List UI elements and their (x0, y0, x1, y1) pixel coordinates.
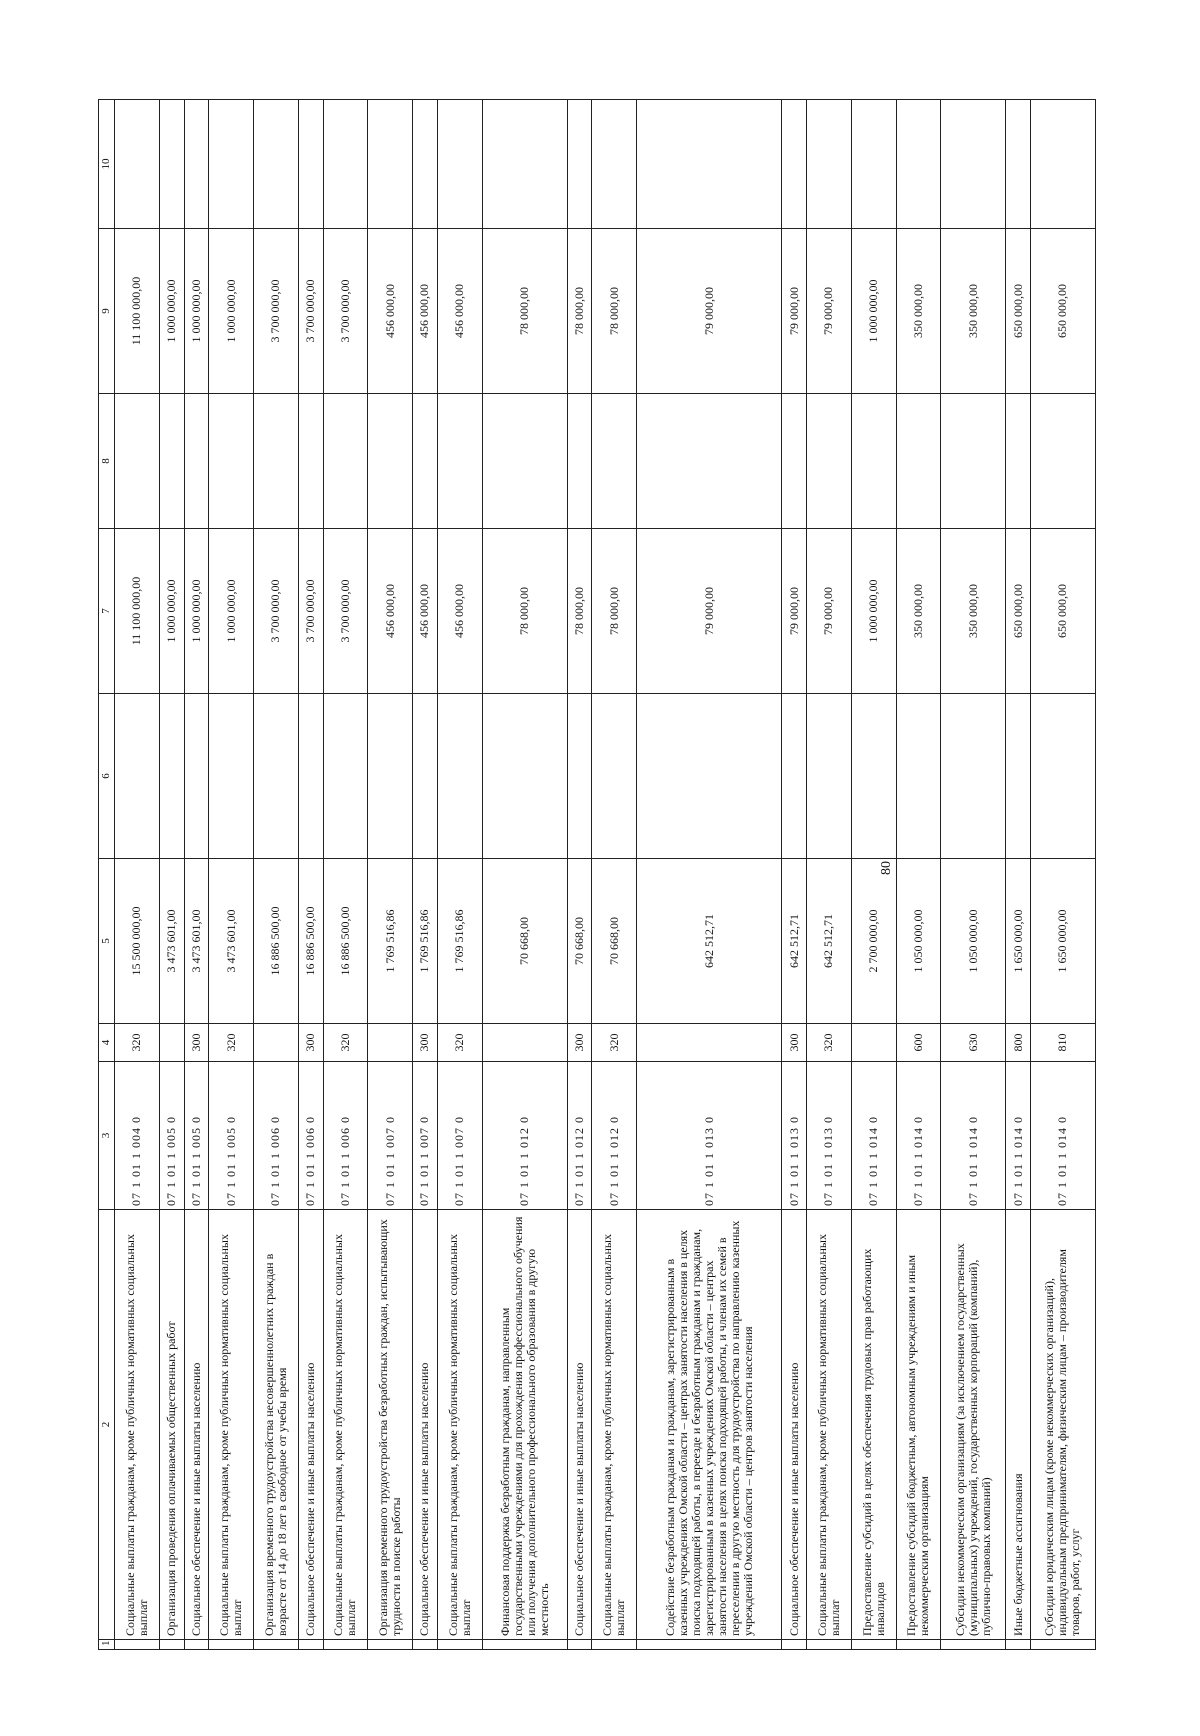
cell-col5: 642 512,71 (637, 859, 782, 1024)
cell-col8 (298, 394, 323, 529)
cell-col8 (413, 394, 438, 529)
cell-col7: 78 000,00 (482, 529, 567, 694)
cell-col10 (298, 100, 323, 229)
cell-name: Социальные выплаты гражданам, кроме публичных нормативных социальных выплат (115, 1210, 160, 1640)
cell-code: 07 1 01 1 013 0 (782, 1062, 807, 1210)
cell-col6 (368, 694, 413, 859)
col-header-2: 2 (99, 1210, 115, 1640)
cell-name: Социальные выплаты гражданам, кроме публичных нормативных социальных выплат (806, 1210, 851, 1640)
cell-col9: 650 000,00 (1006, 229, 1031, 394)
cell-name: Предоставление субсидий бюджетным, автономным учреждениям и иным некоммерческим организациям (896, 1210, 941, 1640)
cell-col5: 1 769 516,86 (368, 859, 413, 1024)
budget-table-sheet (98, 100, 1096, 1650)
cell-col1 (323, 1640, 368, 1650)
cell-col7: 78 000,00 (567, 529, 592, 694)
cell-col7: 79 000,00 (806, 529, 851, 694)
cell-name: Организация проведения оплачиваемых общественных работ (159, 1210, 184, 1640)
cell-col8 (184, 394, 209, 529)
cell-col8 (592, 394, 637, 529)
cell-col10 (209, 100, 254, 229)
cell-expense-type: 320 (323, 1024, 368, 1062)
cell-col9: 79 000,00 (806, 229, 851, 394)
cell-col5: 15 500 000,00 (115, 859, 160, 1024)
cell-name: Социальное обеспечение и иные выплаты населению (567, 1210, 592, 1640)
cell-col7: 1 000 000,00 (851, 529, 896, 694)
cell-col6 (941, 694, 1006, 859)
cell-col7: 79 000,00 (782, 529, 807, 694)
cell-code: 07 1 01 1 007 0 (368, 1062, 413, 1210)
cell-col8 (482, 394, 567, 529)
cell-col6 (209, 694, 254, 859)
cell-col9: 650 000,00 (1030, 229, 1095, 394)
cell-col9: 350 000,00 (896, 229, 941, 394)
cell-col1 (1030, 1640, 1095, 1650)
cell-col1 (368, 1640, 413, 1650)
cell-code: 07 1 01 1 007 0 (437, 1062, 482, 1210)
cell-expense-type: 300 (567, 1024, 592, 1062)
cell-col10 (368, 100, 413, 229)
cell-col6 (592, 694, 637, 859)
table-row (254, 100, 299, 1650)
cell-name: Социальное обеспечение и иные выплаты населению (782, 1210, 807, 1640)
page-number: 80 (879, 861, 894, 875)
cell-col1 (184, 1640, 209, 1650)
cell-col5: 1 769 516,86 (413, 859, 438, 1024)
cell-code: 07 1 01 1 012 0 (482, 1062, 567, 1210)
cell-col8 (851, 394, 896, 529)
col-header-6: 6 (99, 694, 115, 859)
cell-col5: 70 668,00 (592, 859, 637, 1024)
cell-expense-type (254, 1024, 299, 1062)
cell-col10 (254, 100, 299, 229)
cell-expense-type: 600 (896, 1024, 941, 1062)
cell-col10 (806, 100, 851, 229)
cell-expense-type (851, 1024, 896, 1062)
cell-code: 07 1 01 1 006 0 (298, 1062, 323, 1210)
cell-col8 (782, 394, 807, 529)
table-row (298, 100, 323, 1650)
cell-col8 (806, 394, 851, 529)
cell-col1 (254, 1640, 299, 1650)
cell-col6 (1006, 694, 1031, 859)
cell-code: 07 1 01 1 014 0 (851, 1062, 896, 1210)
cell-col6 (482, 694, 567, 859)
cell-expense-type (637, 1024, 782, 1062)
cell-col9: 3 700 000,00 (323, 229, 368, 394)
cell-name: Социальные выплаты гражданам, кроме публичных нормативных социальных выплат (323, 1210, 368, 1640)
cell-col7: 456 000,00 (368, 529, 413, 694)
col-header-3: 3 (99, 1062, 115, 1210)
cell-col7: 350 000,00 (941, 529, 1006, 694)
cell-expense-type: 800 (1006, 1024, 1031, 1062)
cell-code: 07 1 01 1 013 0 (806, 1062, 851, 1210)
table-row (1030, 100, 1095, 1650)
cell-col6 (806, 694, 851, 859)
cell-code: 07 1 01 1 012 0 (592, 1062, 637, 1210)
cell-expense-type: 320 (115, 1024, 160, 1062)
cell-col1 (209, 1640, 254, 1650)
cell-name: Социальное обеспечение и иные выплаты населению (298, 1210, 323, 1640)
cell-col8 (567, 394, 592, 529)
cell-col10 (896, 100, 941, 229)
cell-name: Социальное обеспечение и иные выплаты населению (413, 1210, 438, 1640)
table-body (115, 100, 1096, 1650)
cell-expense-type: 320 (437, 1024, 482, 1062)
cell-col9: 1 000 000,00 (209, 229, 254, 394)
cell-expense-type: 320 (209, 1024, 254, 1062)
cell-col1 (1006, 1640, 1031, 1650)
cell-name: Содействие безработным гражданам и гражданам, зарегистрированным в казенных учреждениях Омской области – центрах занятости населения в целях поиска подходящей работы, в переезде и безработным гражданам и гражданам, зарегистрированным в казенных учреждениях Омской области – центрах занятости населения в целях поиска подходящей работы, и членам их семей в переселении в другую местность для трудоустройства по направлению казенных учреждений Омской области – центров занятости населения (637, 1210, 782, 1640)
cell-name: Организация временного трудоустройства безработных граждан, испытывающих трудности в поиске работы (368, 1210, 413, 1640)
cell-col5: 16 886 500,00 (323, 859, 368, 1024)
cell-col8 (941, 394, 1006, 529)
cell-col7: 11 100 000,00 (115, 529, 160, 694)
table-row (637, 100, 782, 1650)
cell-col10 (851, 100, 896, 229)
cell-col5: 1 769 516,86 (437, 859, 482, 1024)
cell-col7: 1 000 000,00 (159, 529, 184, 694)
table-row (941, 100, 1006, 1650)
cell-col7: 3 700 000,00 (298, 529, 323, 694)
cell-col6 (851, 694, 896, 859)
cell-col8 (159, 394, 184, 529)
cell-col10 (413, 100, 438, 229)
col-header-9: 9 (99, 229, 115, 394)
cell-col1 (592, 1640, 637, 1650)
table-row (413, 100, 438, 1650)
cell-col9: 79 000,00 (782, 229, 807, 394)
cell-code: 07 1 01 1 006 0 (323, 1062, 368, 1210)
cell-name: Социальное обеспечение и иные выплаты населению (184, 1210, 209, 1640)
cell-col5: 3 473 601,00 (209, 859, 254, 1024)
cell-col7: 1 000 000,00 (184, 529, 209, 694)
cell-col5: 3 473 601,00 (184, 859, 209, 1024)
cell-col9: 456 000,00 (368, 229, 413, 394)
cell-name: Финансовая поддержка безработным гражданам, направленным государственными учреждениями для прохождения профессионального обучения или получения дополнительного профессионального образования в другую местность (482, 1210, 567, 1640)
cell-col9: 78 000,00 (592, 229, 637, 394)
cell-col6 (184, 694, 209, 859)
table-row (209, 100, 254, 1650)
table-row (896, 100, 941, 1650)
cell-col5: 16 886 500,00 (254, 859, 299, 1024)
cell-name: Субсидии некоммерческим организациям (за исключением государственных (муниципальных) учреждений, государственных корпораций (компаний), публично-правовых компаний) (941, 1210, 1006, 1640)
cell-col8 (254, 394, 299, 529)
cell-name: Социальные выплаты гражданам, кроме публичных нормативных социальных выплат (437, 1210, 482, 1640)
cell-col6 (1030, 694, 1095, 859)
table-row (592, 100, 637, 1650)
cell-col6 (413, 694, 438, 859)
cell-expense-type: 300 (184, 1024, 209, 1062)
cell-col7: 350 000,00 (896, 529, 941, 694)
cell-col7: 1 000 000,00 (209, 529, 254, 694)
cell-col10 (592, 100, 637, 229)
cell-col10 (567, 100, 592, 229)
table-row (1006, 100, 1031, 1650)
cell-name: Предоставление субсидий в целях обеспечения трудовых прав работающих инвалидов (851, 1210, 896, 1640)
cell-col8 (323, 394, 368, 529)
table-row (323, 100, 368, 1650)
cell-col10 (115, 100, 160, 229)
table-row (184, 100, 209, 1650)
cell-col7: 78 000,00 (592, 529, 637, 694)
cell-col8 (209, 394, 254, 529)
cell-col10 (782, 100, 807, 229)
cell-col1 (115, 1640, 160, 1650)
col-header-10: 10 (99, 100, 115, 229)
table-row (782, 100, 807, 1650)
cell-code: 07 1 01 1 006 0 (254, 1062, 299, 1210)
table-row (567, 100, 592, 1650)
cell-expense-type: 630 (941, 1024, 1006, 1062)
cell-col9: 79 000,00 (637, 229, 782, 394)
cell-code: 07 1 01 1 005 0 (159, 1062, 184, 1210)
cell-col6 (437, 694, 482, 859)
cell-expense-type (368, 1024, 413, 1062)
cell-col7: 456 000,00 (437, 529, 482, 694)
cell-col10 (437, 100, 482, 229)
cell-name: Социальные выплаты гражданам, кроме публичных нормативных социальных выплат (209, 1210, 254, 1640)
cell-col10 (637, 100, 782, 229)
cell-name: Субсидии юридическим лицам (кроме некоммерческих организаций), индивидуальным предпринимателям, физическим лицам – производителям товаров, работ, услуг (1030, 1210, 1095, 1640)
table-row (368, 100, 413, 1650)
cell-col1 (298, 1640, 323, 1650)
cell-col5: 70 668,00 (482, 859, 567, 1024)
cell-col6 (567, 694, 592, 859)
cell-col8 (437, 394, 482, 529)
cell-col1 (941, 1640, 1006, 1650)
cell-col6 (896, 694, 941, 859)
cell-code: 07 1 01 1 012 0 (567, 1062, 592, 1210)
cell-col1 (806, 1640, 851, 1650)
cell-col10 (1006, 100, 1031, 229)
table-row (806, 100, 851, 1650)
cell-col7: 650 000,00 (1030, 529, 1095, 694)
table-row (437, 100, 482, 1650)
cell-col7: 3 700 000,00 (323, 529, 368, 694)
cell-col1 (896, 1640, 941, 1650)
cell-col8 (1030, 394, 1095, 529)
cell-col10 (323, 100, 368, 229)
cell-code: 07 1 01 1 013 0 (637, 1062, 782, 1210)
col-header-7: 7 (99, 529, 115, 694)
cell-col7: 79 000,00 (637, 529, 782, 694)
cell-col5: 1 050 000,00 (896, 859, 941, 1024)
cell-col9: 1 000 000,00 (851, 229, 896, 394)
cell-col6 (323, 694, 368, 859)
cell-col10 (1030, 100, 1095, 229)
cell-code: 07 1 01 1 005 0 (184, 1062, 209, 1210)
cell-col5: 2 700 000,00 (851, 859, 896, 1024)
cell-col1 (413, 1640, 438, 1650)
cell-col9: 456 000,00 (437, 229, 482, 394)
cell-col8 (896, 394, 941, 529)
col-header-8: 8 (99, 394, 115, 529)
cell-col9: 1 000 000,00 (184, 229, 209, 394)
cell-col10 (159, 100, 184, 229)
col-header-1: 1 (99, 1640, 115, 1650)
cell-expense-type: 810 (1030, 1024, 1095, 1062)
cell-expense-type: 320 (806, 1024, 851, 1062)
cell-col1 (159, 1640, 184, 1650)
cell-col5: 642 512,71 (806, 859, 851, 1024)
cell-col1 (637, 1640, 782, 1650)
cell-expense-type: 320 (592, 1024, 637, 1062)
cell-col5: 1 650 000,00 (1006, 859, 1031, 1024)
cell-col1 (782, 1640, 807, 1650)
cell-col5: 1 650 000,00 (1030, 859, 1095, 1024)
cell-col1 (851, 1640, 896, 1650)
cell-col1 (482, 1640, 567, 1650)
cell-col6 (115, 694, 160, 859)
table-row (159, 100, 184, 1650)
cell-col9: 456 000,00 (413, 229, 438, 394)
cell-col7: 650 000,00 (1006, 529, 1031, 694)
cell-name: Социальные выплаты гражданам, кроме публичных нормативных социальных выплат (592, 1210, 637, 1640)
cell-col6 (782, 694, 807, 859)
cell-col5: 642 512,71 (782, 859, 807, 1024)
col-header-5: 5 (99, 859, 115, 1024)
cell-col8 (115, 394, 160, 529)
cell-col7: 3 700 000,00 (254, 529, 299, 694)
cell-code: 07 1 01 1 005 0 (209, 1062, 254, 1210)
cell-col10 (482, 100, 567, 229)
cell-name: Иные бюджетные ассигнования (1006, 1210, 1031, 1640)
cell-col5: 3 473 601,00 (159, 859, 184, 1024)
cell-col8 (368, 394, 413, 529)
table-row (115, 100, 160, 1650)
table-row (851, 100, 896, 1650)
cell-col1 (437, 1640, 482, 1650)
cell-col9: 1 000 000,00 (159, 229, 184, 394)
col-header-4: 4 (99, 1024, 115, 1062)
cell-code: 07 1 01 1 004 0 (115, 1062, 160, 1210)
cell-code: 07 1 01 1 014 0 (1030, 1062, 1095, 1210)
cell-code: 07 1 01 1 014 0 (941, 1062, 1006, 1210)
cell-col9: 3 700 000,00 (254, 229, 299, 394)
cell-col6 (298, 694, 323, 859)
cell-col8 (637, 394, 782, 529)
cell-expense-type (159, 1024, 184, 1062)
cell-expense-type (482, 1024, 567, 1062)
cell-col6 (159, 694, 184, 859)
cell-code: 07 1 01 1 007 0 (413, 1062, 438, 1210)
cell-col6 (637, 694, 782, 859)
cell-col9: 11 100 000,00 (115, 229, 160, 394)
cell-expense-type: 300 (298, 1024, 323, 1062)
cell-col6 (254, 694, 299, 859)
cell-code: 07 1 01 1 014 0 (1006, 1062, 1031, 1210)
cell-code: 07 1 01 1 014 0 (896, 1062, 941, 1210)
cell-name: Организация временного трудоустройства несовершеннолетних граждан в возрасте от 14 до 18 лет в свободное от учебы время (254, 1210, 299, 1640)
cell-expense-type: 300 (782, 1024, 807, 1062)
cell-col9: 3 700 000,00 (298, 229, 323, 394)
cell-col9: 78 000,00 (482, 229, 567, 394)
cell-col10 (941, 100, 1006, 229)
cell-col5: 70 668,00 (567, 859, 592, 1024)
cell-col5: 1 050 000,00 (941, 859, 1006, 1024)
table-row (482, 100, 567, 1650)
budget-table (98, 99, 1096, 1650)
cell-col9: 350 000,00 (941, 229, 1006, 394)
header-row (99, 100, 115, 1650)
cell-col8 (1006, 394, 1031, 529)
cell-col1 (567, 1640, 592, 1650)
cell-col9: 78 000,00 (567, 229, 592, 394)
cell-expense-type: 300 (413, 1024, 438, 1062)
cell-col7: 456 000,00 (413, 529, 438, 694)
cell-col10 (184, 100, 209, 229)
cell-col5: 16 886 500,00 (298, 859, 323, 1024)
